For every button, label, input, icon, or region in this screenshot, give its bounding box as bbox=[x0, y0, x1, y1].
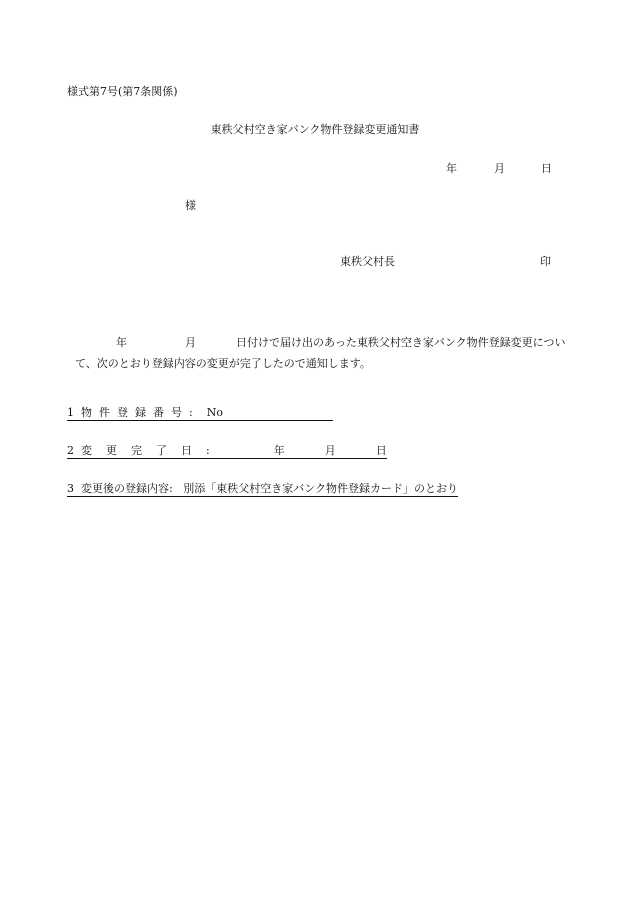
notice-body-line1 bbox=[75, 333, 570, 354]
item-label: 変更後の登録内容: bbox=[81, 482, 173, 495]
item-number: 2 bbox=[67, 444, 74, 457]
item-value: 別添「東秩父村空き家バンク物件登録カード」のとおり bbox=[183, 482, 458, 495]
date-year: 年 bbox=[446, 162, 457, 175]
item-label: 変更完了日: bbox=[81, 444, 224, 457]
addressee-honorific: 様 bbox=[185, 199, 196, 212]
item-completion-date bbox=[67, 445, 387, 459]
seal-mark: 印 bbox=[540, 255, 551, 268]
date-day: 日 bbox=[541, 162, 552, 175]
item-number: 1 bbox=[67, 406, 74, 419]
body-text-line2: て、次のとおり登録内容の変更が完了したので通知します。 bbox=[75, 356, 371, 370]
form-number: 様式第7号(第7条関係) bbox=[67, 85, 178, 98]
item-updated-content bbox=[67, 483, 458, 497]
body-text-line1: 日付けで届け出のあった東秩父村空き家バンク物件登録変更につい bbox=[236, 336, 566, 349]
notice-body bbox=[75, 333, 570, 375]
item-value: No bbox=[206, 406, 223, 419]
document-title: 東秩父村空き家バンク物件登録変更通知書 bbox=[210, 123, 420, 136]
date-month: 月 bbox=[494, 162, 505, 175]
item-label: 物件登録番号: bbox=[81, 406, 200, 419]
body-year: 年 bbox=[116, 336, 127, 349]
issuer-name: 東秩父村長 bbox=[340, 255, 395, 268]
item-day: 日 bbox=[375, 444, 387, 457]
item-number: 3 bbox=[67, 482, 74, 495]
item-month: 月 bbox=[324, 444, 336, 457]
body-month: 月 bbox=[185, 336, 196, 349]
item-year: 年 bbox=[273, 444, 285, 457]
item-registration-number bbox=[67, 407, 333, 421]
